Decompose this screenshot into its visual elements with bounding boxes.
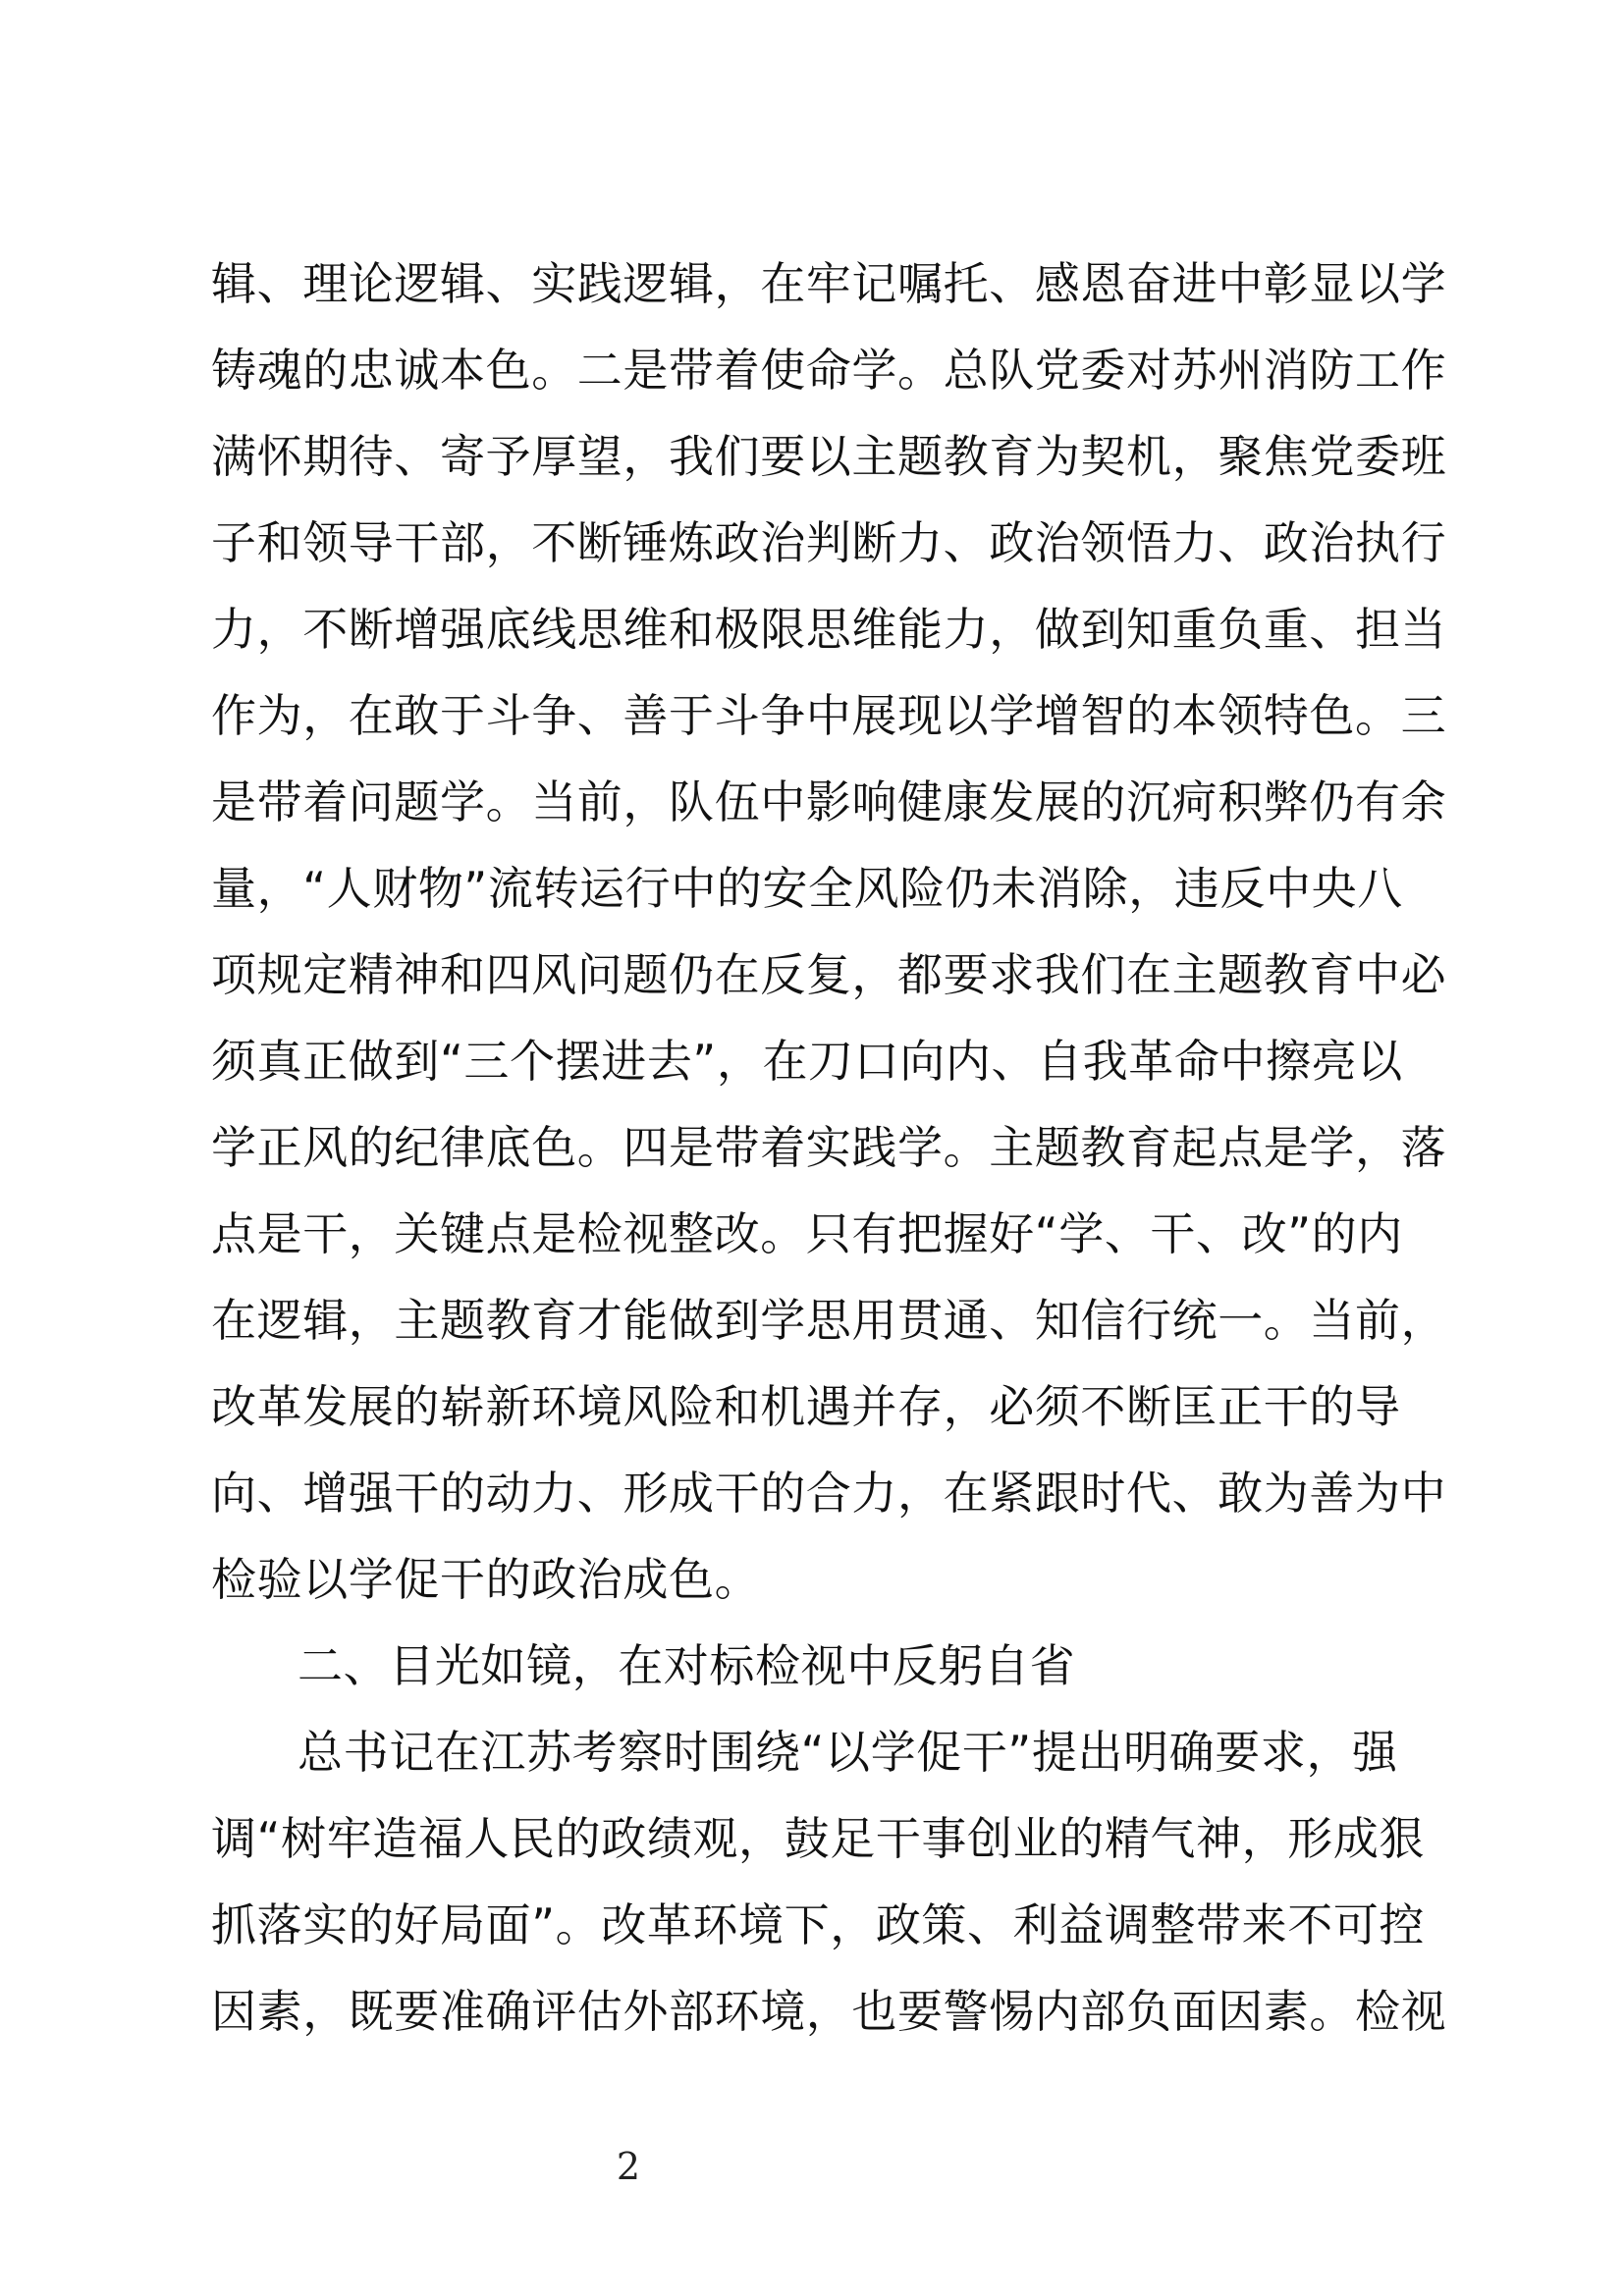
text-line: 调“树牢造福人民的政绩观，鼓足干事创业的精气神，形成狠: [211, 1812, 1426, 1865]
paragraph-first-line: 总书记在江苏考察时围绕“以学促干”提出明确要求，强: [298, 1726, 1398, 1779]
section-heading: 二、目光如镜，在对标检视中反躬自省: [298, 1639, 1076, 1692]
text-line: 因素，既要准确评估外部环境，也要警惕内部负面因素。检视: [211, 1985, 1447, 2038]
text-line: 改革发展的崭新环境风险和机遇并存，必须不断匡正干的导: [211, 1380, 1401, 1433]
text-line: 子和领导干部，不断锤炼政治判断力、政治领悟力、政治执行: [211, 516, 1447, 569]
text-line: 辑、理论逻辑、实践逻辑，在牢记嘱托、感恩奋进中彰显以学: [211, 257, 1447, 310]
text-line: 学正风的纪律底色。四是带着实践学。主题教育起点是学，落: [211, 1121, 1447, 1174]
text-line: 须真正做到“三个摆进去”，在刀口向内、自我革命中擦亮以: [211, 1035, 1403, 1088]
text-line: 在逻辑，主题教育才能做到学思用贯通、知信行统一。当前，: [211, 1294, 1447, 1347]
text-line: 向、增强干的动力、形成干的合力，在紧跟时代、敢为善为中: [211, 1467, 1447, 1520]
text-line: 满怀期待、寄予厚望，我们要以主题教育为契机，聚焦党委班: [211, 430, 1447, 483]
text-line: 力，不断增强底线思维和极限思维能力，做到知重负重、担当: [211, 603, 1447, 656]
text-line: 是带着问题学。当前，队伍中影响健康发展的沉疴积弊仍有余: [211, 775, 1447, 828]
page-number: 2: [616, 2145, 641, 2188]
text-line: 项规定精神和四风问题仍在反复，都要求我们在主题教育中必: [211, 948, 1447, 1001]
text-line: 点是干，关键点是检视整改。只有把握好“学、干、改”的内: [211, 1207, 1403, 1260]
text-line: 量，“人财物”流转运行中的安全风险仍未消除，违反中央八: [211, 862, 1403, 915]
text-line: 作为，在敢于斗争、善于斗争中展现以学增智的本领特色。三: [211, 689, 1447, 742]
text-line: 铸魂的忠诚本色。二是带着使命学。总队党委对苏州消防工作: [211, 344, 1447, 397]
text-line: 检验以学促干的政治成色。: [211, 1553, 761, 1606]
text-line: 抓落实的好局面”。改革环境下，政策、利益调整带来不可控: [211, 1898, 1426, 1951]
